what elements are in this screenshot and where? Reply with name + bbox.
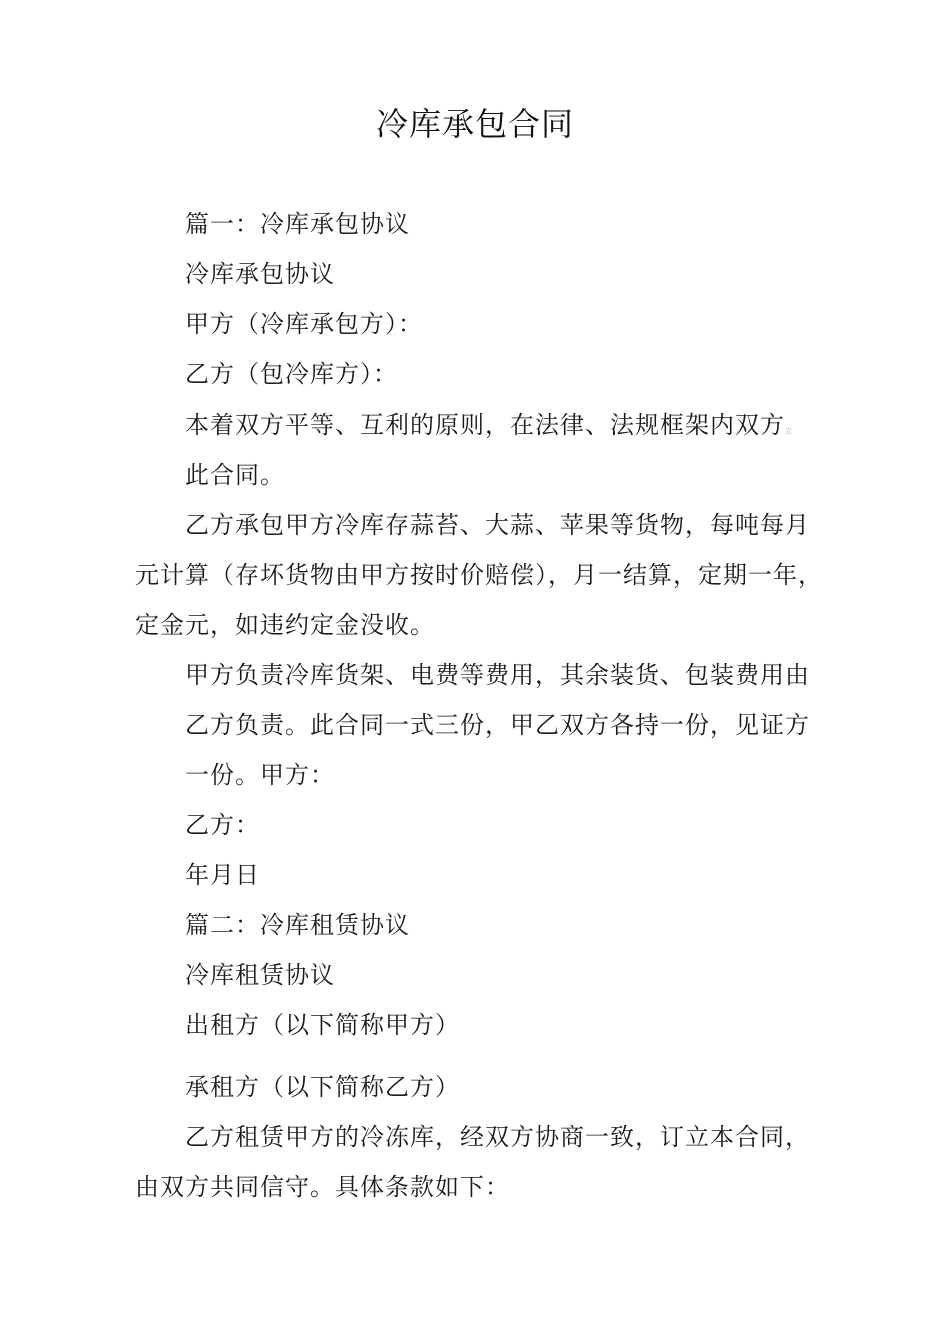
- section-heading-2: 篇二：冷库租赁协议: [185, 911, 410, 939]
- signature-date: 年月日: [185, 861, 260, 889]
- agreement-subtitle-2: 冷库租赁协议: [185, 961, 335, 989]
- lessee-line: 承租方（以下简称乙方）: [185, 1073, 460, 1101]
- paragraph-line: 乙方租赁甲方的冷冻库，经双方协商一致，订立本合同，: [185, 1123, 810, 1151]
- paragraph-text: 本着双方平等、互利的原则，在法律、法规框架内双方: [185, 411, 785, 439]
- paragraph-line: 定金元，如违约定金没收。: [135, 611, 435, 639]
- paragraph-line: 乙方承包甲方冷库存蒜苔、大蒜、苹果等货物，每吨每月: [185, 511, 810, 539]
- paragraph-line: 甲方负责冷库货架、电费等费用，其余装货、包装费用由: [185, 661, 810, 689]
- small-mark: 立: [785, 427, 792, 435]
- paragraph-line: [185, 408, 792, 448]
- section-heading-1: 篇一：冷库承包协议: [185, 210, 410, 238]
- lessor-line: 出租方（以下简称甲方）: [185, 1011, 460, 1039]
- party-b-line: 乙方（包冷库方）：: [185, 360, 398, 388]
- document-title: 冷库承包合同: [375, 105, 574, 143]
- paragraph-line: 由双方共同信守。具体条款如下：: [135, 1173, 510, 1201]
- paragraph-line: 此合同。: [185, 461, 285, 489]
- party-a-line: 甲方（冷库承包方）：: [185, 310, 423, 338]
- agreement-subtitle-1: 冷库承包协议: [185, 260, 335, 288]
- signature-party-b: 乙方：: [185, 811, 260, 839]
- signature-party-a: 一份。甲方：: [185, 761, 335, 789]
- paragraph-line: 乙方负责。此合同一式三份，甲乙双方各持一份，见证方: [185, 711, 810, 739]
- paragraph-line: 元计算（存坏货物由甲方按时价赔偿），月一结算，定期一年，: [135, 561, 823, 589]
